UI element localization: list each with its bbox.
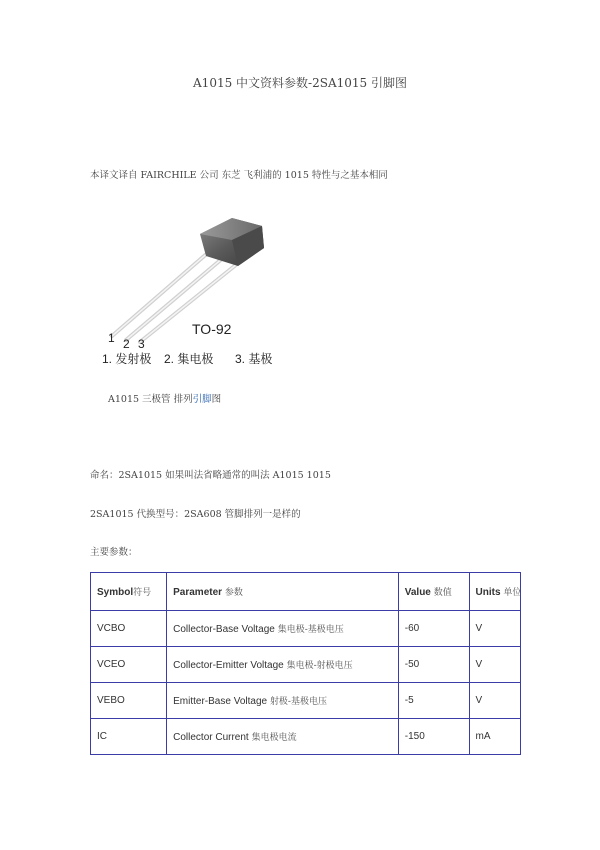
package-label: TO-92 <box>192 321 232 337</box>
page-title: A1015 中文资料参数-2SA1015 引脚图 <box>193 76 407 90</box>
cell-symbol: VCBO <box>91 611 167 647</box>
pin-3-label: 3 <box>138 337 145 351</box>
table-row <box>91 647 521 683</box>
cell-symbol: VEBO <box>91 683 167 719</box>
header-value: Value 数值 <box>398 573 469 611</box>
cell-unit: V <box>469 611 521 647</box>
cell-unit: mA <box>469 719 521 755</box>
transistor-figure <box>92 196 352 376</box>
header-parameter: Parameter 参数 <box>167 573 399 611</box>
to92-package-diagram <box>92 196 352 376</box>
cell-parameter: Emitter-Base Voltage 射极-基极电压 <box>167 683 399 719</box>
table-row <box>91 611 521 647</box>
table-header-row <box>91 573 521 611</box>
legend-collector: 2. 集电极 <box>164 352 214 366</box>
transistor-body <box>200 218 264 266</box>
pin-2-label: 2 <box>123 337 130 351</box>
main-params-heading: 主要参数： <box>90 547 138 558</box>
legend-emitter: 1. 发射极 <box>102 352 152 366</box>
table-row <box>91 683 521 719</box>
caption-prefix: A1015 三极管 排列 <box>108 394 193 405</box>
caption-suffix: 图 <box>211 394 222 405</box>
legend-base: 3. 基极 <box>235 352 273 366</box>
cell-symbol: IC <box>91 719 167 755</box>
params-table <box>90 572 521 755</box>
naming-paragraph: 命名：2SA1015 如果叫法省略通常的叫法 A1015 1015 <box>90 470 331 481</box>
cell-parameter: Collector-Base Voltage 集电极-基极电压 <box>167 611 399 647</box>
cell-unit: V <box>469 647 521 683</box>
cell-value: -50 <box>398 647 469 683</box>
intro-paragraph: 本译文译自 FAIRCHILE 公司 东芝 飞利浦的 1015 特性与之基本相同 <box>90 170 388 181</box>
cell-symbol: VCEO <box>91 647 167 683</box>
cell-value: -150 <box>398 719 469 755</box>
cell-parameter: Collector-Emitter Voltage 集电极-射极电压 <box>167 647 399 683</box>
header-units: Units 单位 <box>469 573 521 611</box>
caption-link[interactable]: 引脚 <box>192 394 212 405</box>
cell-value: -60 <box>398 611 469 647</box>
cell-unit: V <box>469 683 521 719</box>
header-symbol: Symbol符号 <box>91 573 167 611</box>
pin-1-label: 1 <box>108 331 115 345</box>
cell-parameter: Collector Current 集电极电流 <box>167 719 399 755</box>
substitute-paragraph: 2SA1015 代换型号：2SA608 管脚排列一是样的 <box>90 509 301 520</box>
table-row <box>91 719 521 755</box>
figure-caption <box>108 391 221 405</box>
cell-value: -5 <box>398 683 469 719</box>
params-table-wrapper <box>90 572 522 752</box>
